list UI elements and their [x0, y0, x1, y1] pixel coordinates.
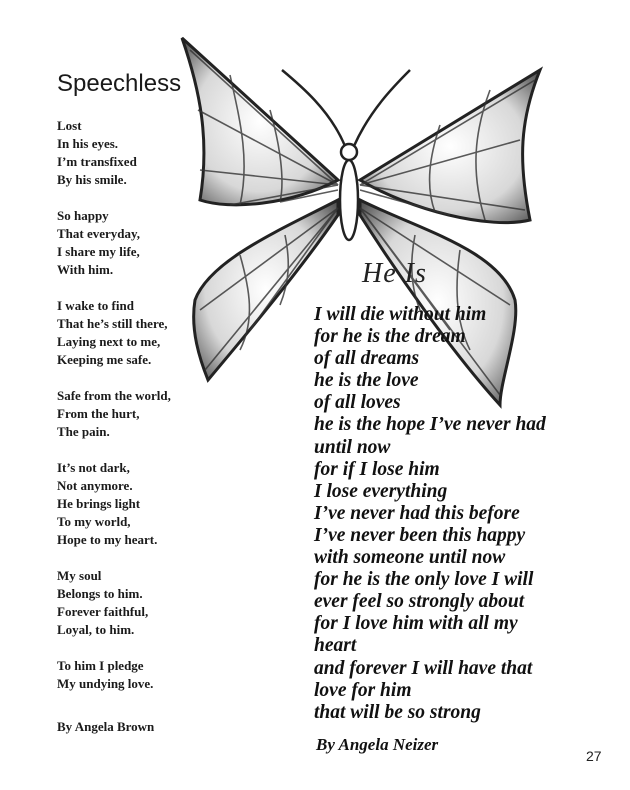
poem-line: In his eyes.: [57, 136, 119, 151]
poem-line: Hope to my heart.: [57, 532, 158, 547]
poem-line: for he is the dream: [314, 326, 466, 348]
poem-line: My undying love.: [57, 676, 154, 691]
poem-line: My soul: [57, 568, 102, 583]
poem-line: By his smile.: [57, 172, 127, 187]
poem-line: From the hurt,: [57, 406, 140, 421]
poem-line: ever feel so strongly about: [314, 591, 525, 613]
poem-line: heart: [314, 635, 357, 657]
poem-line: So happy: [57, 208, 109, 223]
poem-line: It’s not dark,: [57, 460, 130, 475]
stanza: [57, 117, 197, 189]
poem-line: With him.: [57, 262, 114, 277]
poem-line: I’ve never been this happy: [314, 524, 526, 546]
poem-line: Forever faithful,: [57, 604, 149, 619]
poem-line: for he is the only love I will: [314, 569, 534, 591]
stanza: [57, 207, 197, 279]
poem-line: love for him: [314, 679, 412, 701]
page-number: 27: [586, 748, 602, 764]
poem-title-speechless: Speechless: [57, 70, 182, 97]
poem-line: Belongs to him.: [57, 586, 143, 601]
poem-line: Laying next to me,: [57, 334, 161, 349]
poem-line: for if I lose him: [314, 458, 440, 480]
poem-author-neizer: By Angela Neizer: [316, 735, 439, 754]
stanza: [57, 387, 197, 441]
poem-line: he is the love: [314, 370, 419, 392]
stanza: [57, 297, 197, 369]
poem-line: He brings light: [57, 496, 141, 511]
poem-line: Lost: [57, 118, 82, 133]
stanza: [57, 459, 197, 549]
poem-author-brown: By Angela Brown: [57, 719, 155, 734]
poem-line: That everyday,: [57, 226, 141, 241]
poem-line: I wake to find: [57, 298, 134, 313]
poem-line: I’m transfixed: [57, 154, 137, 169]
poem-line: with someone until now: [314, 547, 506, 569]
poem-line: That he’s still there,: [57, 316, 168, 331]
poem-line: for I love him with all my: [314, 613, 518, 635]
poem-line: I’ve never had this before: [314, 502, 520, 524]
poem-line: Loyal, to him.: [57, 622, 135, 637]
poem-title-he-is: He Is: [362, 258, 427, 289]
stanza: [57, 567, 197, 639]
poem-body-he-is: [314, 304, 614, 724]
poem-line: of all dreams: [314, 348, 420, 370]
stanza: [57, 657, 197, 693]
poem-line: The pain.: [57, 424, 110, 439]
poem-line: I share my life,: [57, 244, 140, 259]
poem-line: To him I pledge: [57, 658, 144, 673]
poem-line: To my world,: [57, 514, 131, 529]
poem-line: Safe from the world,: [57, 388, 171, 403]
poem-line: Keeping me safe.: [57, 352, 152, 367]
poem-body-speechless: [57, 117, 197, 711]
poem-line: until now: [314, 436, 391, 458]
poem-line: I will die without him: [314, 304, 487, 325]
poem-line: I lose everything: [314, 480, 448, 502]
poem-line: Not anymore.: [57, 478, 133, 493]
poem-line: that will be so strong: [314, 701, 481, 723]
poem-line: and forever I will have that: [314, 657, 533, 679]
poem-line: of all loves: [314, 392, 401, 414]
poem-line: he is the hope I’ve never had: [314, 414, 546, 436]
